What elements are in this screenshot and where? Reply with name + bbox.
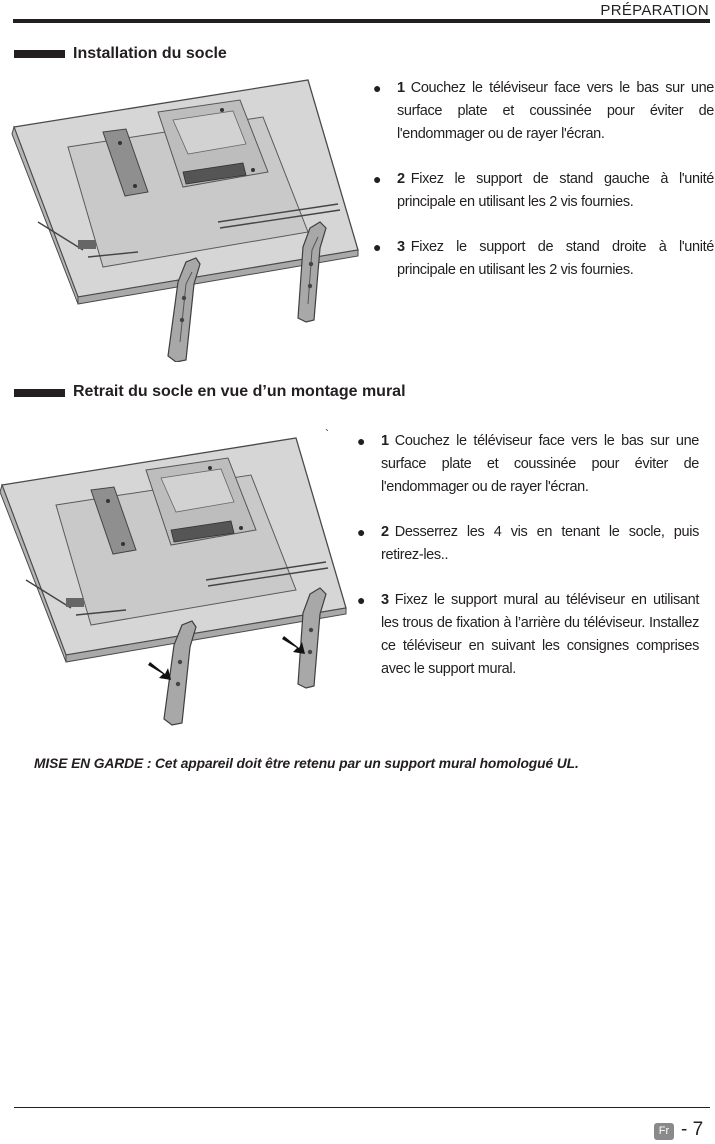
bullet-icon: ● <box>357 524 366 540</box>
section1-step-2: ● 2 Fixez le support de stand gauche à l'unité principale en utilisant les 2 vis fournies. <box>371 168 714 214</box>
arrow-icon <box>148 662 171 680</box>
warning-text: MISE EN GARDE : Cet appareil doit être retenu par un support mural homologué UL. <box>34 756 579 771</box>
section2-bar <box>14 389 65 397</box>
section1-steps <box>371 77 714 304</box>
section1-bar <box>14 50 65 58</box>
bullet-icon: ● <box>373 171 382 187</box>
tv-stand-install-illustration <box>8 72 360 362</box>
section2-step-3: ● 3 Fixez le support mural au téléviseur en utilisant les trous de fixation à l’arrière du téléviseur. Installez ce téléviseur en suivant les consignes comprises avec le support mural. <box>355 589 699 681</box>
section1-step-3: ● 3 Fixez le support de stand droite à l'unité principale en utilisant les 2 vis fournies. <box>371 236 714 282</box>
footer-rule <box>14 1107 710 1108</box>
section2-title: Retrait du socle en vue d’un montage mural <box>73 383 406 400</box>
section1-title: Installation du socle <box>73 45 227 62</box>
bullet-icon: ● <box>357 592 366 608</box>
bullet-icon: ● <box>373 239 382 255</box>
section2-step-1: ● 1 Couchez le téléviseur face vers le bas sur une surface plate et coussinée pour éviter de l'endommager ou de rayer l'écran. <box>355 430 699 499</box>
section2-step-2: ● 2 Desserrez les 4 vis en tenant le socle, puis retirez-les.. <box>355 521 699 567</box>
section1-step-1: ● 1 Couchez le téléviseur face vers le bas sur une surface plate et coussinée pour éviter de l'endommager ou de rayer l'écran. <box>371 77 714 146</box>
bullet-icon: ● <box>373 80 382 96</box>
language-badge: Fr <box>654 1123 674 1140</box>
bullet-icon: ● <box>357 433 366 449</box>
tv-stand-removal-illustration <box>0 430 352 730</box>
header-rule <box>13 19 710 23</box>
header-title: PRÉPARATION <box>600 2 709 19</box>
stray-mark: ` <box>325 427 329 441</box>
section2-steps <box>355 430 699 703</box>
page-number: - 7 <box>681 1119 704 1140</box>
